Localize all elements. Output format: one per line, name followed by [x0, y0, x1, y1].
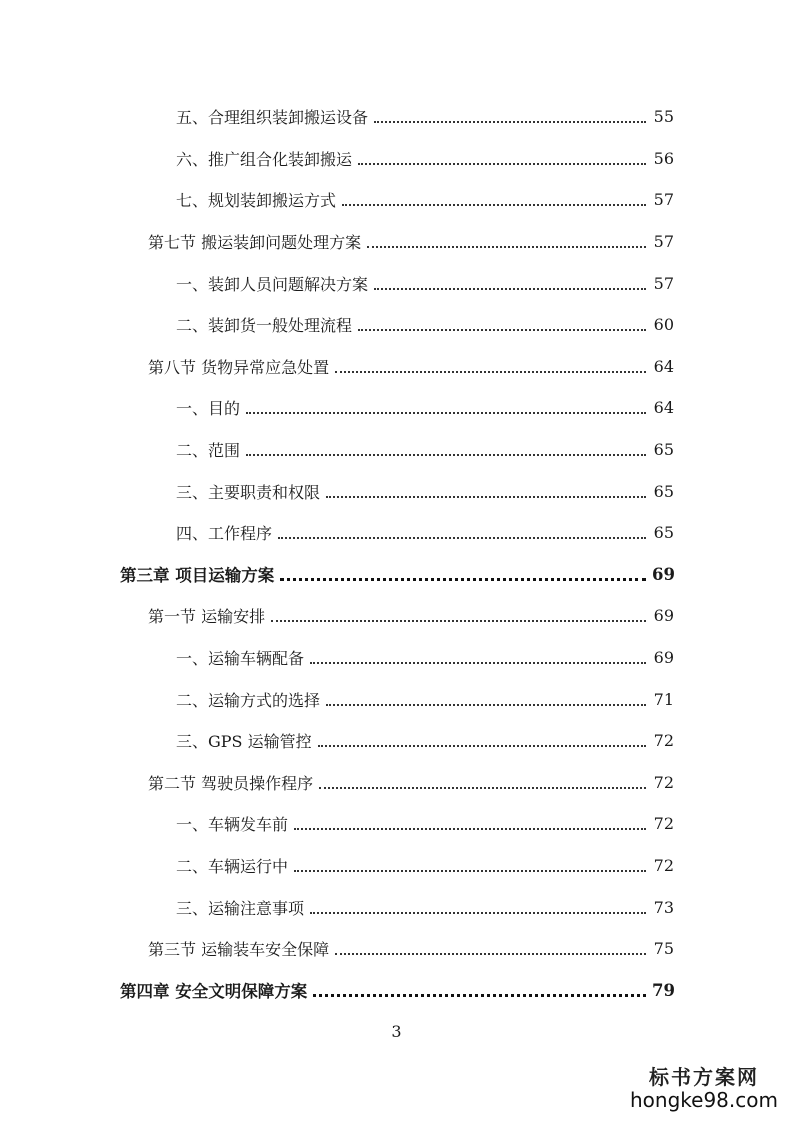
toc-entry-page: 56	[653, 148, 674, 168]
toc-dot-leader	[374, 287, 646, 290]
toc-entry[interactable]	[0, 387, 793, 429]
toc-entry-label: 第四章 安全文明保障方案	[120, 982, 308, 1002]
toc-entry-label: 第一节 运输安排	[148, 607, 266, 627]
toc-entry-label: 第三章 项目运输方案	[120, 566, 275, 586]
toc-entry-label: 二、车辆运行中	[176, 856, 289, 876]
toc-entry-page: 55	[653, 107, 674, 127]
toc-entry-label: 三、主要职责和权限	[176, 482, 321, 502]
toc-entry-page: 69	[652, 564, 675, 584]
toc-entry[interactable]	[0, 304, 793, 346]
toc-entry[interactable]	[0, 346, 793, 388]
watermark-cn-text: 标书方案网	[649, 1065, 759, 1089]
toc-dot-leader	[313, 993, 646, 997]
toc-dot-leader	[294, 869, 646, 872]
toc-dot-leader	[335, 952, 646, 955]
watermark-logo	[629, 1066, 779, 1112]
toc-entry[interactable]	[0, 845, 793, 887]
toc-dot-leader	[358, 328, 646, 331]
toc-entry[interactable]	[0, 969, 793, 1011]
toc-entry-label: 五、合理组织装卸搬运设备	[176, 108, 369, 128]
toc-entry-label: 第三节 运输装车安全保障	[148, 940, 330, 960]
toc-entry[interactable]	[0, 179, 793, 221]
toc-entry-page: 57	[653, 232, 674, 252]
toc-entry[interactable]	[0, 138, 793, 180]
toc-dot-leader	[271, 619, 646, 622]
toc-dot-leader	[335, 370, 646, 373]
toc-dot-leader	[246, 453, 646, 456]
toc-entry-page: 69	[653, 606, 674, 626]
toc-entry-page: 75	[653, 939, 674, 959]
toc-entry[interactable]	[0, 554, 793, 596]
toc-entry-page: 72	[653, 855, 674, 875]
toc-entry-label: 第二节 驾驶员操作程序	[148, 773, 314, 793]
toc-entry-page: 57	[653, 190, 674, 210]
toc-dot-leader	[294, 827, 646, 830]
toc-dot-leader	[280, 577, 646, 581]
toc-entry-page: 65	[653, 523, 674, 543]
toc-entry-page: 64	[653, 356, 674, 376]
toc-entry-label: 第七节 搬运装卸问题处理方案	[148, 233, 362, 253]
toc-entry-page: 69	[653, 648, 674, 668]
table-of-contents	[0, 96, 793, 1011]
toc-entry-page: 65	[653, 481, 674, 501]
toc-dot-leader	[326, 703, 646, 706]
toc-entry-label: 一、目的	[176, 399, 241, 419]
toc-entry[interactable]	[0, 886, 793, 928]
toc-entry[interactable]	[0, 678, 793, 720]
toc-entry[interactable]	[0, 96, 793, 138]
toc-dot-leader	[367, 245, 646, 248]
toc-entry-label: 第八节 货物异常应急处置	[148, 357, 330, 377]
toc-dot-leader	[318, 744, 646, 747]
toc-entry-page: 79	[652, 980, 675, 1000]
toc-dot-leader	[358, 162, 646, 165]
toc-entry-label: 二、运输方式的选择	[176, 690, 321, 710]
toc-dot-leader	[278, 536, 646, 539]
toc-entry-label: 二、范围	[176, 441, 241, 461]
toc-entry-page: 57	[653, 273, 674, 293]
toc-entry-label: 二、装卸货一般处理流程	[176, 316, 353, 336]
toc-entry[interactable]	[0, 928, 793, 970]
toc-dot-leader	[326, 495, 646, 498]
toc-entry-label: 一、车辆发车前	[176, 815, 289, 835]
toc-entry-page: 72	[653, 814, 674, 834]
toc-entry-label: 一、装卸人员问题解决方案	[176, 274, 369, 294]
toc-dot-leader	[310, 661, 646, 664]
toc-entry-label: 六、推广组合化装卸搬运	[176, 149, 353, 169]
toc-entry-label: 一、运输车辆配备	[176, 649, 305, 669]
toc-entry[interactable]	[0, 720, 793, 762]
toc-entry-page: 73	[653, 897, 674, 917]
toc-dot-leader	[310, 911, 646, 914]
toc-entry-label: 四、工作程序	[176, 524, 273, 544]
page-number: 3	[391, 1022, 402, 1041]
toc-entry[interactable]	[0, 470, 793, 512]
toc-entry[interactable]	[0, 221, 793, 263]
toc-dot-leader	[374, 120, 646, 123]
toc-entry[interactable]	[0, 637, 793, 679]
toc-entry-label: 三、运输注意事项	[176, 898, 305, 918]
toc-entry[interactable]	[0, 429, 793, 471]
watermark-url-text: hongke98.com	[630, 1088, 778, 1112]
toc-entry[interactable]	[0, 262, 793, 304]
toc-entry[interactable]	[0, 595, 793, 637]
toc-entry-label: 七、规划装卸搬运方式	[176, 191, 337, 211]
toc-entry[interactable]	[0, 512, 793, 554]
toc-dot-leader	[246, 411, 646, 414]
toc-entry-page: 60	[653, 315, 674, 335]
toc-entry-page: 71	[653, 689, 674, 709]
toc-entry-page: 72	[653, 731, 674, 751]
toc-entry[interactable]	[0, 803, 793, 845]
toc-dot-leader	[319, 786, 646, 789]
toc-entry-label: 三、GPS 运输管控	[176, 732, 312, 752]
toc-dot-leader	[342, 203, 646, 206]
toc-entry-page: 65	[653, 440, 674, 460]
toc-entry-page: 72	[653, 772, 674, 792]
toc-entry[interactable]	[0, 762, 793, 804]
toc-entry-page: 64	[653, 398, 674, 418]
